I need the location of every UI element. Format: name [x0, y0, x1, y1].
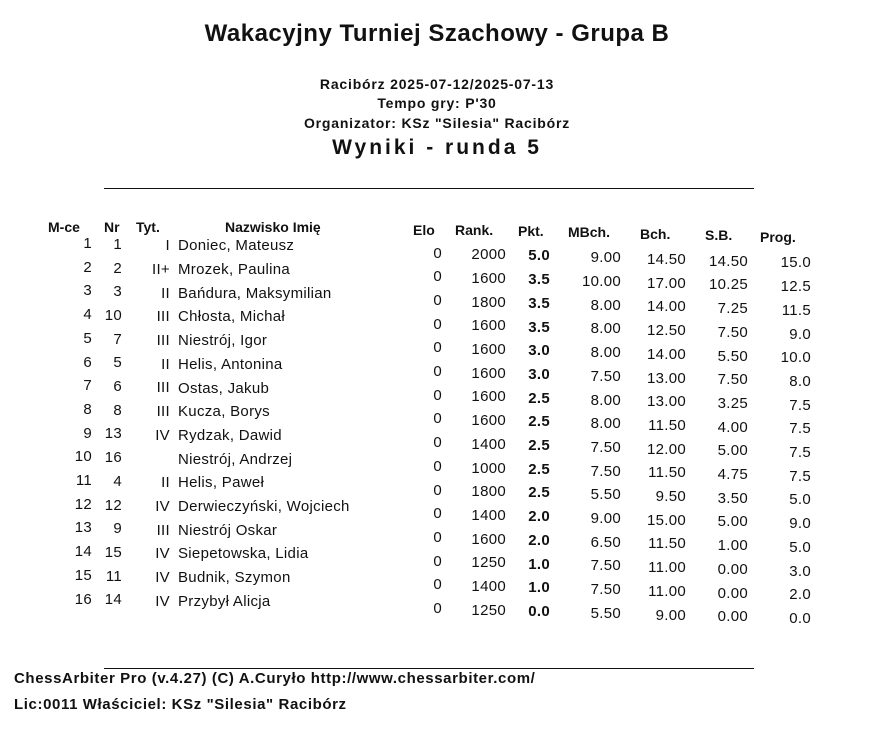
- tournament-title: Wakacyjny Turniej Szachowy - Grupa B: [204, 20, 670, 47]
- cell-mbch: 7.50: [590, 581, 621, 599]
- cell-mbch: 6.50: [590, 533, 621, 551]
- cell-bch: 13.00: [646, 369, 686, 387]
- cell-nr: 4: [113, 472, 122, 490]
- cell-pts: 2.5: [528, 413, 550, 431]
- cell-place: 11: [75, 472, 92, 490]
- cell-rank: 2000: [471, 246, 506, 264]
- cell-sb: 4.75: [717, 466, 748, 484]
- cell-bch: 17.00: [646, 274, 686, 292]
- cell-mbch: 8.00: [590, 344, 621, 362]
- header-points: Pkt.: [518, 223, 544, 239]
- footer-license: Lic:0011 Właściciel: KSz "Silesia" Racibórz: [14, 696, 347, 713]
- cell-rank: 1600: [471, 269, 506, 287]
- cell-prog: 9.0: [789, 515, 811, 533]
- cell-elo: 0: [433, 434, 442, 452]
- cell-name: Bańdura, Maksymilian: [178, 284, 332, 302]
- cell-pts: 1.0: [528, 555, 550, 573]
- cell-pts: 2.0: [528, 508, 550, 526]
- cell-name: Siepetowska, Lidia: [178, 545, 309, 563]
- cell-bch: 15.00: [646, 511, 686, 529]
- cell-prog: 11.5: [781, 301, 811, 319]
- cell-bch: 11.50: [648, 464, 686, 482]
- cell-pts: 2.5: [528, 460, 550, 478]
- cell-sb: 7.25: [717, 300, 748, 318]
- header-nr: Nr: [104, 219, 120, 235]
- cell-bch: 9.00: [655, 606, 686, 624]
- cell-elo: 0: [433, 268, 442, 286]
- cell-prog: 9.0: [789, 325, 811, 343]
- cell-sb: 5.00: [717, 513, 748, 531]
- cell-sb: 10.25: [708, 276, 748, 294]
- header-title: Tyt.: [136, 219, 160, 235]
- cell-title: II: [161, 355, 170, 373]
- cell-place: 8: [83, 400, 92, 418]
- cell-prog: 15.0: [780, 254, 811, 272]
- cell-title: II: [161, 474, 170, 492]
- header-mbch: MBch.: [568, 224, 610, 240]
- cell-place: 2: [83, 258, 92, 276]
- cell-place: 4: [83, 306, 92, 324]
- cell-prog: 3.0: [789, 562, 811, 580]
- cell-title: II+: [152, 260, 170, 278]
- cell-pts: 2.5: [528, 484, 550, 502]
- cell-elo: 0: [433, 576, 442, 594]
- cell-sb: 4.00: [717, 418, 748, 436]
- cell-title: III: [156, 379, 170, 397]
- cell-sb: 7.50: [717, 323, 748, 341]
- cell-pts: 1.0: [528, 579, 550, 597]
- cell-sb: 0.00: [717, 608, 748, 626]
- cell-elo: 0: [433, 386, 442, 404]
- cell-mbch: 8.00: [590, 320, 621, 338]
- cell-mbch: 7.50: [590, 557, 621, 575]
- cell-prog: 0.0: [789, 609, 811, 627]
- cell-pts: 3.5: [528, 318, 550, 336]
- cell-nr: 15: [104, 543, 122, 561]
- cell-name: Niestrój, Igor: [178, 332, 268, 350]
- round-title: Wyniki - runda 5: [332, 136, 542, 159]
- cell-rank: 1000: [471, 459, 506, 477]
- cell-rank: 1600: [471, 364, 506, 382]
- cell-prog: 2.0: [789, 586, 811, 604]
- cell-rank: 1600: [471, 530, 506, 548]
- cell-title: IV: [155, 568, 170, 586]
- cell-mbch: 8.00: [590, 296, 621, 314]
- cell-nr: 16: [104, 449, 122, 467]
- cell-pts: 3.0: [528, 342, 550, 360]
- cell-pts: 5.0: [528, 247, 550, 265]
- cell-elo: 0: [433, 315, 442, 333]
- cell-mbch: 7.50: [590, 367, 621, 385]
- cell-rank: 1400: [471, 578, 506, 596]
- cell-nr: 5: [113, 354, 122, 372]
- cell-mbch: 9.00: [590, 249, 621, 267]
- cell-elo: 0: [433, 339, 442, 357]
- cell-pts: 3.5: [528, 294, 550, 312]
- cell-sb: 3.25: [717, 394, 748, 412]
- cell-sb: 5.00: [717, 442, 748, 460]
- cell-bch: 12.00: [646, 440, 686, 458]
- cell-place: 5: [83, 329, 92, 347]
- cell-prog: 12.5: [780, 278, 811, 296]
- cell-elo: 0: [433, 457, 442, 475]
- cell-nr: 6: [113, 378, 122, 396]
- cell-rank: 1400: [471, 435, 506, 453]
- cell-rank: 1250: [471, 601, 506, 619]
- cell-pts: 0.0: [528, 602, 550, 620]
- cell-sb: 1.00: [717, 537, 748, 555]
- cell-place: 1: [83, 235, 92, 253]
- cell-mbch: 9.00: [590, 510, 621, 528]
- cell-name: Kucza, Borys: [178, 403, 270, 421]
- tempo: Tempo gry: P'30: [377, 95, 497, 111]
- cell-bch: 11.50: [648, 416, 686, 434]
- cell-prog: 5.0: [789, 491, 811, 509]
- bottom-divider: [104, 668, 754, 669]
- cell-name: Helis, Antonina: [178, 355, 283, 373]
- cell-nr: 10: [104, 306, 122, 324]
- cell-pts: 2.0: [528, 531, 550, 549]
- header-bch: Bch.: [640, 226, 671, 242]
- cell-sb: 7.50: [717, 371, 748, 389]
- cell-title: III: [156, 521, 170, 539]
- cell-rank: 1250: [471, 554, 506, 572]
- cell-title: III: [156, 403, 170, 421]
- cell-place: 10: [74, 448, 92, 466]
- header-name: Nazwisko Imię: [225, 219, 321, 235]
- cell-name: Mrozek, Paulina: [178, 261, 291, 279]
- header-elo: Elo: [413, 222, 435, 238]
- cell-title: III: [156, 308, 170, 326]
- cell-pts: 2.5: [528, 389, 550, 407]
- cell-sb: 0.00: [717, 584, 748, 602]
- cell-mbch: 5.50: [590, 486, 621, 504]
- cell-sb: 3.50: [717, 489, 748, 507]
- cell-bch: 14.00: [646, 298, 686, 316]
- cell-place: 6: [83, 353, 92, 371]
- cell-elo: 0: [433, 244, 442, 262]
- cell-rank: 1800: [471, 293, 506, 311]
- cell-pts: 2.5: [528, 437, 550, 455]
- cell-elo: 0: [433, 410, 442, 428]
- cell-name: Budnik, Szymon: [178, 569, 291, 587]
- organizer: Organizator: KSz "Silesia" Racibórz: [303, 115, 571, 131]
- header-rank: Rank.: [455, 222, 494, 238]
- cell-place: 12: [74, 495, 92, 513]
- cell-elo: 0: [433, 363, 442, 380]
- cell-bch: 14.50: [646, 251, 686, 269]
- cell-title: IV: [155, 592, 170, 610]
- cell-place: 14: [74, 543, 92, 561]
- cell-nr: 1: [113, 235, 122, 253]
- cell-elo: 0: [433, 481, 442, 499]
- cell-name: Niestrój, Andrzej: [178, 450, 293, 468]
- cell-elo: 0: [433, 528, 442, 546]
- cell-nr: 13: [104, 425, 122, 443]
- cell-bch: 11.00: [648, 559, 686, 577]
- cell-rank: 1600: [471, 341, 506, 359]
- cell-bch: 14.00: [646, 345, 686, 363]
- cell-mbch: 8.00: [590, 415, 621, 433]
- cell-elo: 0: [433, 291, 442, 309]
- cell-pts: 3.0: [528, 365, 550, 383]
- cell-name: Rydzak, Dawid: [178, 426, 282, 444]
- cell-nr: 12: [104, 496, 122, 514]
- cell-place: 7: [83, 377, 92, 395]
- cell-nr: 2: [113, 259, 122, 277]
- cell-pts: 3.5: [528, 271, 550, 289]
- cell-rank: 1600: [471, 317, 506, 335]
- cell-elo: 0: [433, 505, 442, 523]
- cell-nr: 7: [113, 330, 122, 348]
- cell-rank: 1600: [471, 388, 506, 406]
- cell-bch: 9.50: [655, 488, 686, 506]
- cell-rank: 1400: [471, 506, 506, 524]
- cell-bch: 11.50: [648, 535, 686, 553]
- cell-nr: 8: [113, 401, 122, 419]
- cell-prog: 7.5: [789, 444, 811, 462]
- cell-prog: 7.5: [789, 467, 811, 485]
- cell-sb: 0.00: [717, 560, 748, 578]
- cell-place: 9: [83, 424, 92, 442]
- cell-bch: 12.50: [646, 322, 686, 340]
- footer-software: ChessArbiter Pro (v.4.27) (C) A.Curyło http://www.chessarbiter.com/: [14, 670, 536, 687]
- cell-name: Przybył Alicja: [178, 592, 271, 610]
- cell-prog: 7.5: [789, 396, 811, 414]
- cell-prog: 8.0: [789, 372, 811, 390]
- cell-title: III: [156, 331, 170, 349]
- cell-mbch: 8.00: [590, 391, 621, 409]
- header-sb: S.B.: [705, 227, 733, 243]
- cell-sb: 14.50: [708, 252, 748, 270]
- cell-name: Doniec, Mateusz: [178, 237, 295, 255]
- cell-nr: 9: [113, 520, 122, 538]
- cell-nr: 11: [105, 567, 122, 585]
- cell-prog: 10.0: [780, 349, 811, 367]
- cell-prog: 5.0: [789, 538, 811, 556]
- cell-rank: 1800: [471, 483, 506, 501]
- cell-place: 16: [74, 590, 92, 608]
- cell-mbch: 5.50: [590, 604, 621, 622]
- cell-nr: 14: [104, 591, 122, 609]
- cell-bch: 11.00: [648, 582, 686, 600]
- place-dates: Racibórz 2025-07-12/2025-07-13: [319, 76, 555, 92]
- cell-mbch: 10.00: [581, 273, 621, 291]
- cell-elo: 0: [433, 552, 442, 570]
- cell-title: IV: [155, 545, 170, 563]
- cell-bch: 13.00: [646, 393, 686, 411]
- cell-name: Helis, Paweł: [178, 474, 265, 492]
- cell-rank: 1600: [471, 412, 506, 430]
- cell-title: IV: [155, 426, 170, 444]
- cell-place: 3: [83, 282, 92, 300]
- cell-prog: 7.5: [789, 420, 811, 438]
- cell-title: I: [165, 237, 170, 255]
- cell-name: Ostas, Jakub: [178, 379, 270, 397]
- cell-mbch: 7.50: [590, 438, 621, 456]
- cell-title: II: [161, 284, 170, 302]
- cell-nr: 3: [113, 283, 122, 301]
- header-prog: Prog.: [760, 229, 796, 245]
- cell-title: IV: [155, 497, 170, 515]
- cell-name: Chłosta, Michał: [178, 308, 286, 326]
- header-place: M-ce: [48, 219, 80, 235]
- cell-sb: 5.50: [717, 347, 748, 365]
- cell-name: Niestrój Oskar: [178, 521, 278, 539]
- cell-elo: 0: [433, 600, 442, 617]
- cell-place: 15: [74, 566, 92, 584]
- cell-mbch: 7.50: [590, 462, 621, 480]
- cell-name: Derwieczyński, Wojciech: [178, 498, 350, 516]
- cell-place: 13: [74, 519, 92, 537]
